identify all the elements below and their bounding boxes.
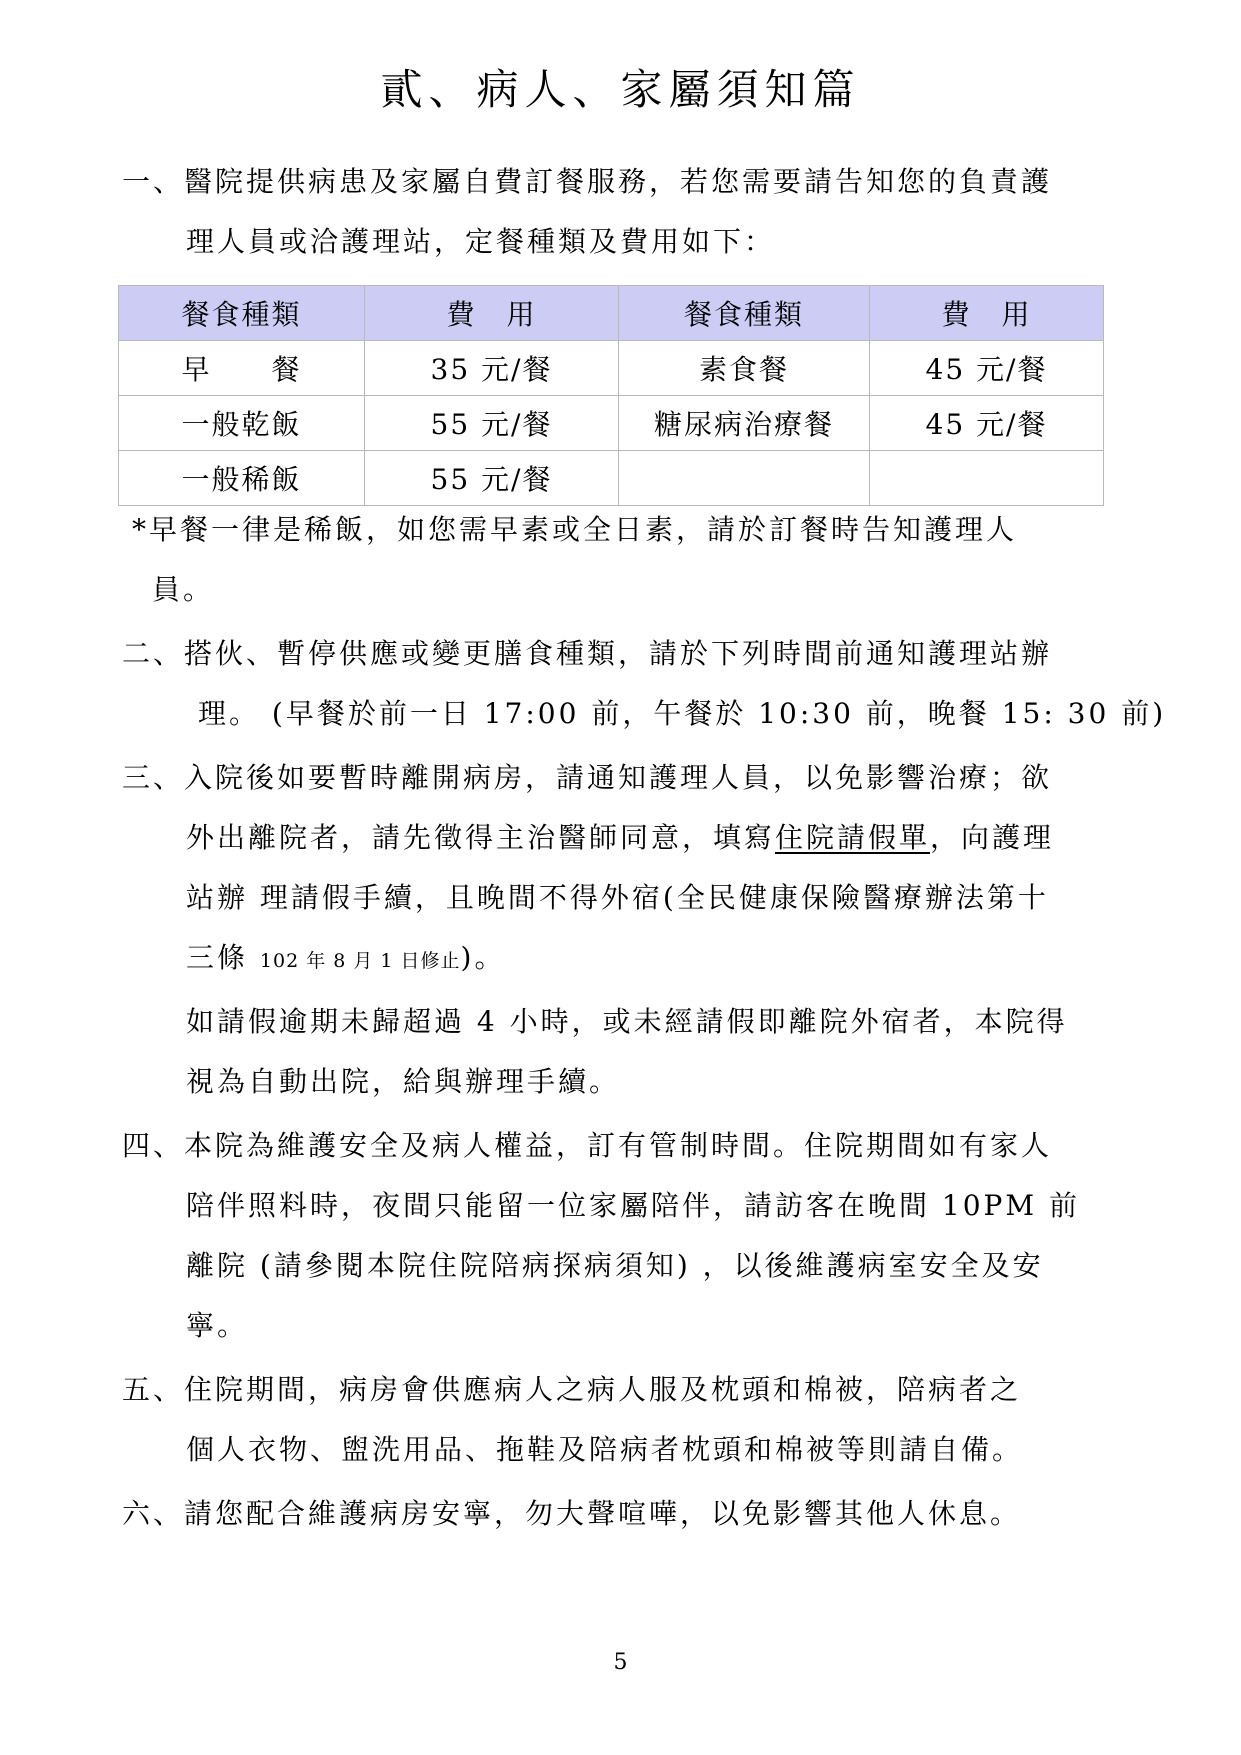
price-cell: 55 元/餐 xyxy=(365,396,619,451)
section3-line1: 三、入院後如要暫時離開病房，請通知護理人員，以免影響治療；欲 xyxy=(122,761,1053,794)
section1-line2: 理人員或洽護理站，定餐種類及費用如下： xyxy=(186,225,776,258)
price-cell: 45 元/餐 xyxy=(870,396,1104,451)
meal-type-cell: 素食餐 xyxy=(619,341,870,396)
section5-line2: 個人衣物、盥洗用品、拖鞋及陪病者枕頭和棉被等則請自備。 xyxy=(186,1433,1024,1466)
section6-line1: 六、請您配合維護病房安寧，勿大聲喧嘩，以免影響其他人休息。 xyxy=(122,1497,1022,1530)
price-cell xyxy=(870,451,1104,506)
table-header-row xyxy=(119,286,1104,341)
note-line2: 員。 xyxy=(152,573,215,606)
section1-line1: 一、醫院提供病患及家屬自費訂餐服務，若您需要請告知您的負責護 xyxy=(122,165,1053,198)
section2-line2: 理。 (早餐於前一日 17:00 前，午餐於 10:30 前，晚餐 15: 30 前) xyxy=(198,697,1167,730)
price-cell: 45 元/餐 xyxy=(870,341,1104,396)
header-meal-type: 餐食種類 xyxy=(119,286,365,341)
section4-line2: 陪伴照料時，夜間只能留一位家屬陪伴，請訪客在晚間 10PM 前 xyxy=(186,1189,1080,1222)
table-row xyxy=(119,341,1104,396)
section3-line2-text: 外出離院者，請先徵得主治醫師同意，填寫 xyxy=(186,821,776,854)
meal-type-cell: 一般乾飯 xyxy=(119,396,365,451)
section4-line1: 四、本院為維護安全及病人權益，訂有管制時間。住院期間如有家人 xyxy=(122,1129,1053,1162)
section3-line3: 站辦 理請假手續，且晚間不得外宿(全民健康保險醫療辦法第十 xyxy=(186,881,1049,914)
section5-line1: 五、住院期間，病房會供應病人之病人服及枕頭和棉被，陪病者之 xyxy=(122,1373,1022,1406)
price-cell: 55 元/餐 xyxy=(365,451,619,506)
section4-line3: 離院 (請參閱本院住院陪病探病須知) ，以後維護病室安全及安 xyxy=(186,1249,1044,1282)
header-meal-type: 餐食種類 xyxy=(619,286,870,341)
leave-form-link[interactable]: 住院請假單 xyxy=(775,821,931,854)
header-price: 費 用 xyxy=(870,286,1104,341)
section3-line4-text: 三條 xyxy=(186,941,260,974)
meal-type-cell: 一般稀飯 xyxy=(119,451,365,506)
amendment-date: 102 年 8 月 1 日修止 xyxy=(259,950,461,972)
section3-line6: 視為自動出院，給與辦理手續。 xyxy=(186,1065,621,1098)
meal-type-cell xyxy=(619,451,870,506)
table-row xyxy=(119,396,1104,451)
page-title: 貳、病人、家屬須知篇 xyxy=(380,65,861,114)
section3-line5: 如請假逾期未歸超過 4 小時，或未經請假即離院外宿者，本院得 xyxy=(186,1005,1068,1038)
section3-line4 xyxy=(186,938,505,981)
meal-type-cell: 早 餐 xyxy=(119,341,365,396)
section2-line1: 二、搭伙、暫停供應或變更膳食種類，請於下列時間前通知護理站辦 xyxy=(122,637,1053,670)
price-cell: 35 元/餐 xyxy=(365,341,619,396)
meal-type-cell: 糖尿病治療餐 xyxy=(619,396,870,451)
meal-price-table xyxy=(118,285,1104,506)
note-line1: *早餐一律是稀飯，如您需早素或全日素，請於訂餐時告知護理人 xyxy=(132,513,1018,546)
section3-line4-text: )。 xyxy=(460,941,506,974)
section3-line2 xyxy=(186,818,1054,858)
section4-line4: 寧。 xyxy=(186,1309,249,1342)
table-row xyxy=(119,451,1104,506)
page-number: 5 xyxy=(613,1650,628,1675)
section3-line2-text: ，向護理 xyxy=(930,821,1055,854)
header-price: 費 用 xyxy=(365,286,619,341)
